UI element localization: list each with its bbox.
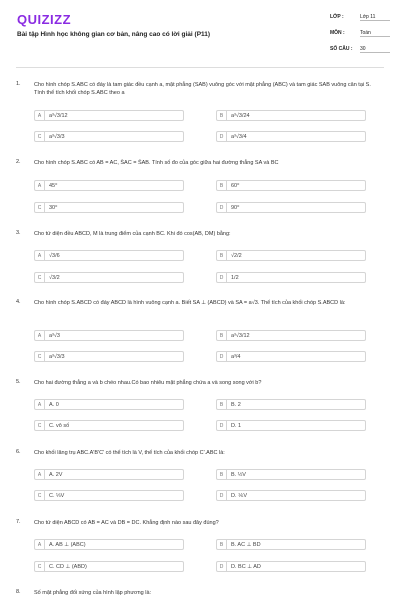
question-text: Cho tứ diện đều ABCD, M là trung điểm của cạnh BC. Khi đó cos(AB, DM) bằng: [34,231,231,237]
question-number: 2. [16,159,21,165]
question-number: 8. [16,589,21,595]
option-b[interactable]: B a³√3/12 [216,330,366,341]
question-number: 3. [16,230,21,236]
worksheet-header [0,0,400,62]
option-a[interactable]: A 45⁰ [34,180,184,191]
option-d[interactable]: D D. 1 [216,420,366,431]
header-divider [16,67,384,68]
question-text: Cho hình chóp S.ABC có đáy là tam giác đều cạnh a, mặt phẳng (SAB) vuông góc với mặt phẳng (ABC) và tam giác SAB vuông cân tại S. Tính thể tích khối chóp S.ABC theo a [34,82,371,96]
option-c[interactable]: C C. CD ⊥ (ABD) [34,561,184,572]
question-text: Số mặt phẳng đối xứng của hình lập phương là: [34,590,152,596]
option-c[interactable]: C C. vô số [34,420,184,431]
option-a[interactable]: A A. 0 [34,399,184,410]
option-b[interactable]: B √2/2 [216,250,366,261]
meta-grade: LỚP : Lớp 11 [330,14,390,21]
option-c[interactable]: C a³√3/3 [34,351,184,362]
option-d[interactable]: D a³√3/4 [216,131,366,142]
option-d[interactable]: D D. BC ⊥ AD [216,561,366,572]
question-text: Cho hình chóp S.ABCD có đáy ABCD là hình vuông cạnh a. Biết SA ⊥ (ABCD) và SA = a√3. Thể tích của khối chóp S.ABCD là: [34,300,346,306]
quizizz-logo: QUIZIZZ [17,12,72,27]
option-d[interactable]: D a³/4 [216,351,366,362]
question-number: 1. [16,81,21,87]
option-b[interactable]: B B. AC ⊥ BD [216,539,366,550]
question-number: 5. [16,379,21,385]
option-b[interactable]: B a³√3/24 [216,110,366,121]
option-c[interactable]: C √3/2 [34,272,184,283]
meta-subject: MÔN : Toán [330,30,390,37]
question-number: 6. [16,449,21,455]
option-b[interactable]: B B. ½V [216,469,366,480]
question-text: Cho hai đường thẳng a và b chéo nhau.Có bao nhiêu mặt phẳng chứa a và song song với b? [34,380,262,386]
option-d[interactable]: D 1/2 [216,272,366,283]
question-text: Cho hình chóp S.ABC có AB = AC, S̑AC = S̑AB. Tính số đo của góc giữa hai đường thẳng SA và BC [34,160,279,166]
question-text: Cho khối lăng trụ ABC.A'B'C' có thể tích là V, thể tích của khối chóp C'.ABC là: [34,450,225,456]
page-title: Bài tập Hình học không gian cơ bản, nâng cao có lời giải (P11) [17,31,211,38]
meta-question-count: SỐ CÂU : 30 [330,46,390,53]
option-a[interactable]: A a³√3/12 [34,110,184,121]
option-a[interactable]: A √3/6 [34,250,184,261]
option-d[interactable]: D D. ⅙V [216,490,366,501]
option-c[interactable]: C 30⁰ [34,202,184,213]
option-a[interactable]: A a³√3 [34,330,184,341]
option-b[interactable]: B 60⁰ [216,180,366,191]
option-b[interactable]: B B. 2 [216,399,366,410]
option-a[interactable]: A A. AB ⊥ (ABC) [34,539,184,550]
question-text: Cho tứ diện ABCD có AB = AC và DB = DC. Khẳng định nào sau đây đúng? [34,520,219,526]
option-c[interactable]: C a³√3/3 [34,131,184,142]
option-c[interactable]: C C. ⅓V [34,490,184,501]
option-d[interactable]: D 90⁰ [216,202,366,213]
question-number: 4. [16,299,21,305]
question-number: 7. [16,519,21,525]
option-a[interactable]: A A. 2V [34,469,184,480]
